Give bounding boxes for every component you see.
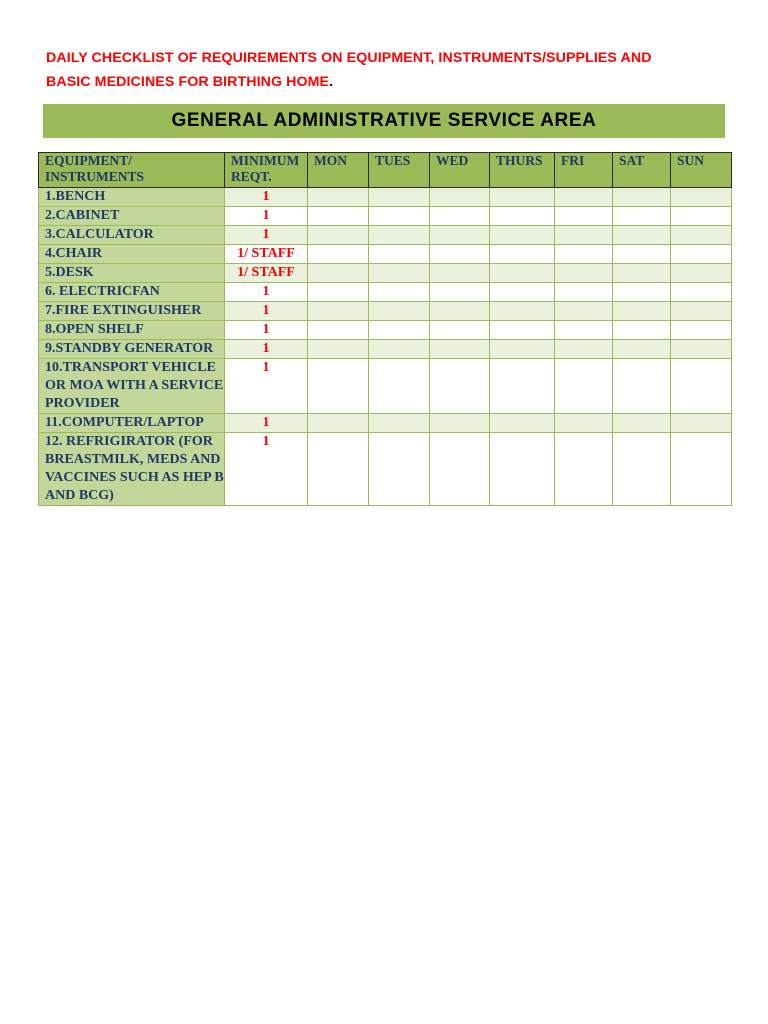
minimum-reqt-cell: 1: [225, 321, 308, 340]
checkbox-cell-tues[interactable]: [369, 207, 430, 226]
checkbox-cell-fri[interactable]: [555, 207, 613, 226]
checkbox-cell-tues[interactable]: [369, 433, 430, 506]
checkbox-cell-tues[interactable]: [369, 359, 430, 414]
checkbox-cell-fri[interactable]: [555, 321, 613, 340]
checkbox-cell-tues[interactable]: [369, 302, 430, 321]
checkbox-cell-sat[interactable]: [613, 321, 671, 340]
checkbox-cell-wed[interactable]: [430, 433, 490, 506]
checkbox-cell-tues[interactable]: [369, 340, 430, 359]
checkbox-cell-mon[interactable]: [308, 302, 369, 321]
equipment-name-cell: 8.OPEN SHELF: [39, 321, 225, 340]
heading-line-2: [46, 70, 736, 94]
checkbox-cell-fri[interactable]: [555, 414, 613, 433]
checkbox-cell-thurs[interactable]: [490, 302, 555, 321]
checkbox-cell-fri[interactable]: [555, 226, 613, 245]
equipment-name-cell: 4.CHAIR: [39, 245, 225, 264]
table-row: [39, 302, 732, 321]
equipment-name-cell: 12. REFRIGIRATOR (FOR BREASTMILK, MEDS AND VACCINES SUCH AS HEP B AND BCG): [39, 433, 225, 506]
minimum-reqt-cell: 1: [225, 302, 308, 321]
checkbox-cell-sat[interactable]: [613, 207, 671, 226]
header-wed: WED: [430, 153, 490, 188]
section-banner: [43, 104, 725, 138]
section-title: GENERAL ADMINISTRATIVE SERVICE AREA: [171, 110, 597, 131]
checkbox-cell-sun[interactable]: [671, 359, 732, 414]
table-row: [39, 321, 732, 340]
checkbox-cell-thurs[interactable]: [490, 414, 555, 433]
checkbox-cell-tues[interactable]: [369, 283, 430, 302]
checkbox-cell-sat[interactable]: [613, 188, 671, 207]
checkbox-cell-sat[interactable]: [613, 264, 671, 283]
checkbox-cell-tues[interactable]: [369, 264, 430, 283]
checkbox-cell-thurs[interactable]: [490, 207, 555, 226]
checkbox-cell-sun[interactable]: [671, 245, 732, 264]
equipment-name-cell: 7.FIRE EXTINGUISHER: [39, 302, 225, 321]
checkbox-cell-tues[interactable]: [369, 226, 430, 245]
document-heading: [46, 46, 736, 94]
checkbox-cell-sat[interactable]: [613, 340, 671, 359]
checklist-table: [38, 152, 732, 506]
checkbox-cell-fri[interactable]: [555, 433, 613, 506]
equipment-name-cell: 6. ELECTRICFAN: [39, 283, 225, 302]
checkbox-cell-wed[interactable]: [430, 414, 490, 433]
table-row: [39, 433, 732, 506]
equipment-name-cell: 10.TRANSPORT VEHICLE OR MOA WITH A SERVICE PROVIDER: [39, 359, 225, 414]
checkbox-cell-sun[interactable]: [671, 433, 732, 506]
checkbox-cell-mon[interactable]: [308, 359, 369, 414]
equipment-name-cell: 1.BENCH: [39, 188, 225, 207]
heading-line-2-text: BASIC MEDICINES FOR BIRTHING HOME: [46, 74, 330, 90]
checkbox-cell-sat[interactable]: [613, 433, 671, 506]
checkbox-cell-sun[interactable]: [671, 340, 732, 359]
checkbox-cell-thurs[interactable]: [490, 340, 555, 359]
checkbox-cell-sat[interactable]: [613, 414, 671, 433]
checkbox-cell-wed[interactable]: [430, 264, 490, 283]
table-row: [39, 283, 732, 302]
checkbox-cell-sun[interactable]: [671, 414, 732, 433]
checkbox-cell-mon[interactable]: [308, 414, 369, 433]
minimum-reqt-cell: 1: [225, 188, 308, 207]
checkbox-cell-wed[interactable]: [430, 207, 490, 226]
checkbox-cell-fri[interactable]: [555, 283, 613, 302]
checkbox-cell-thurs[interactable]: [490, 283, 555, 302]
checkbox-cell-wed[interactable]: [430, 340, 490, 359]
checkbox-cell-wed[interactable]: [430, 321, 490, 340]
checkbox-cell-mon[interactable]: [308, 321, 369, 340]
minimum-reqt-cell: 1/ STAFF: [225, 264, 308, 283]
checkbox-cell-sat[interactable]: [613, 359, 671, 414]
minimum-reqt-cell: 1: [225, 226, 308, 245]
checkbox-cell-wed[interactable]: [430, 226, 490, 245]
checkbox-cell-tues[interactable]: [369, 414, 430, 433]
checkbox-cell-wed[interactable]: [430, 302, 490, 321]
equipment-name-cell: 3.CALCULATOR: [39, 226, 225, 245]
checkbox-cell-sun[interactable]: [671, 226, 732, 245]
header-thurs: THURS: [490, 153, 555, 188]
checkbox-cell-fri[interactable]: [555, 359, 613, 414]
checkbox-cell-fri[interactable]: [555, 264, 613, 283]
table-row: [39, 188, 732, 207]
checkbox-cell-thurs[interactable]: [490, 188, 555, 207]
header-sun: SUN: [671, 153, 732, 188]
minimum-reqt-cell: 1: [225, 359, 308, 414]
checkbox-cell-wed[interactable]: [430, 283, 490, 302]
minimum-reqt-cell: 1: [225, 433, 308, 506]
heading-period: .: [329, 74, 334, 90]
table-header-row: [39, 153, 732, 188]
table-row: [39, 414, 732, 433]
equipment-name-cell: 9.STANDBY GENERATOR: [39, 340, 225, 359]
checkbox-cell-mon[interactable]: [308, 188, 369, 207]
checkbox-cell-fri[interactable]: [555, 245, 613, 264]
table-row: [39, 359, 732, 414]
header-equipment: EQUIPMENT/ INSTRUMENTS: [39, 153, 225, 188]
checkbox-cell-mon[interactable]: [308, 264, 369, 283]
checkbox-cell-mon[interactable]: [308, 207, 369, 226]
checkbox-cell-mon[interactable]: [308, 226, 369, 245]
equipment-name-cell: 2.CABINET: [39, 207, 225, 226]
equipment-name-cell: 11.COMPUTER/LAPTOP: [39, 414, 225, 433]
header-minimum-reqt: MINIMUM REQT.: [225, 153, 308, 188]
checkbox-cell-mon[interactable]: [308, 245, 369, 264]
header-mon: MON: [308, 153, 369, 188]
checkbox-cell-sun[interactable]: [671, 207, 732, 226]
checkbox-cell-sat[interactable]: [613, 245, 671, 264]
checkbox-cell-tues[interactable]: [369, 188, 430, 207]
checkbox-cell-thurs[interactable]: [490, 359, 555, 414]
checkbox-cell-mon[interactable]: [308, 340, 369, 359]
checkbox-cell-sun[interactable]: [671, 188, 732, 207]
checkbox-cell-sat[interactable]: [613, 302, 671, 321]
checkbox-cell-thurs[interactable]: [490, 226, 555, 245]
heading-line-1: DAILY CHECKLIST OF REQUIREMENTS ON EQUIPMENT, INSTRUMENTS/SUPPLIES AND: [46, 50, 652, 66]
checkbox-cell-wed[interactable]: [430, 359, 490, 414]
table-row: [39, 340, 732, 359]
table-row: [39, 264, 732, 283]
minimum-reqt-cell: 1: [225, 283, 308, 302]
checkbox-cell-fri[interactable]: [555, 188, 613, 207]
checkbox-cell-fri[interactable]: [555, 340, 613, 359]
checkbox-cell-wed[interactable]: [430, 245, 490, 264]
checkbox-cell-mon[interactable]: [308, 433, 369, 506]
checkbox-cell-sun[interactable]: [671, 302, 732, 321]
minimum-reqt-cell: 1/ STAFF: [225, 245, 308, 264]
checkbox-cell-thurs[interactable]: [490, 433, 555, 506]
checkbox-cell-tues[interactable]: [369, 245, 430, 264]
checkbox-cell-thurs[interactable]: [490, 264, 555, 283]
minimum-reqt-cell: 1: [225, 340, 308, 359]
checkbox-cell-thurs[interactable]: [490, 321, 555, 340]
header-sat: SAT: [613, 153, 671, 188]
minimum-reqt-cell: 1: [225, 207, 308, 226]
checkbox-cell-sun[interactable]: [671, 321, 732, 340]
checkbox-cell-sat[interactable]: [613, 226, 671, 245]
minimum-reqt-cell: 1: [225, 414, 308, 433]
table-row: [39, 226, 732, 245]
checkbox-cell-sun[interactable]: [671, 264, 732, 283]
table-row: [39, 207, 732, 226]
checkbox-cell-fri[interactable]: [555, 302, 613, 321]
header-tues: TUES: [369, 153, 430, 188]
checkbox-cell-thurs[interactable]: [490, 245, 555, 264]
equipment-name-cell: 5.DESK: [39, 264, 225, 283]
header-fri: FRI: [555, 153, 613, 188]
table-row: [39, 245, 732, 264]
checkbox-cell-sat[interactable]: [613, 283, 671, 302]
checkbox-cell-tues[interactable]: [369, 321, 430, 340]
checkbox-cell-mon[interactable]: [308, 283, 369, 302]
checkbox-cell-wed[interactable]: [430, 188, 490, 207]
checkbox-cell-sun[interactable]: [671, 283, 732, 302]
